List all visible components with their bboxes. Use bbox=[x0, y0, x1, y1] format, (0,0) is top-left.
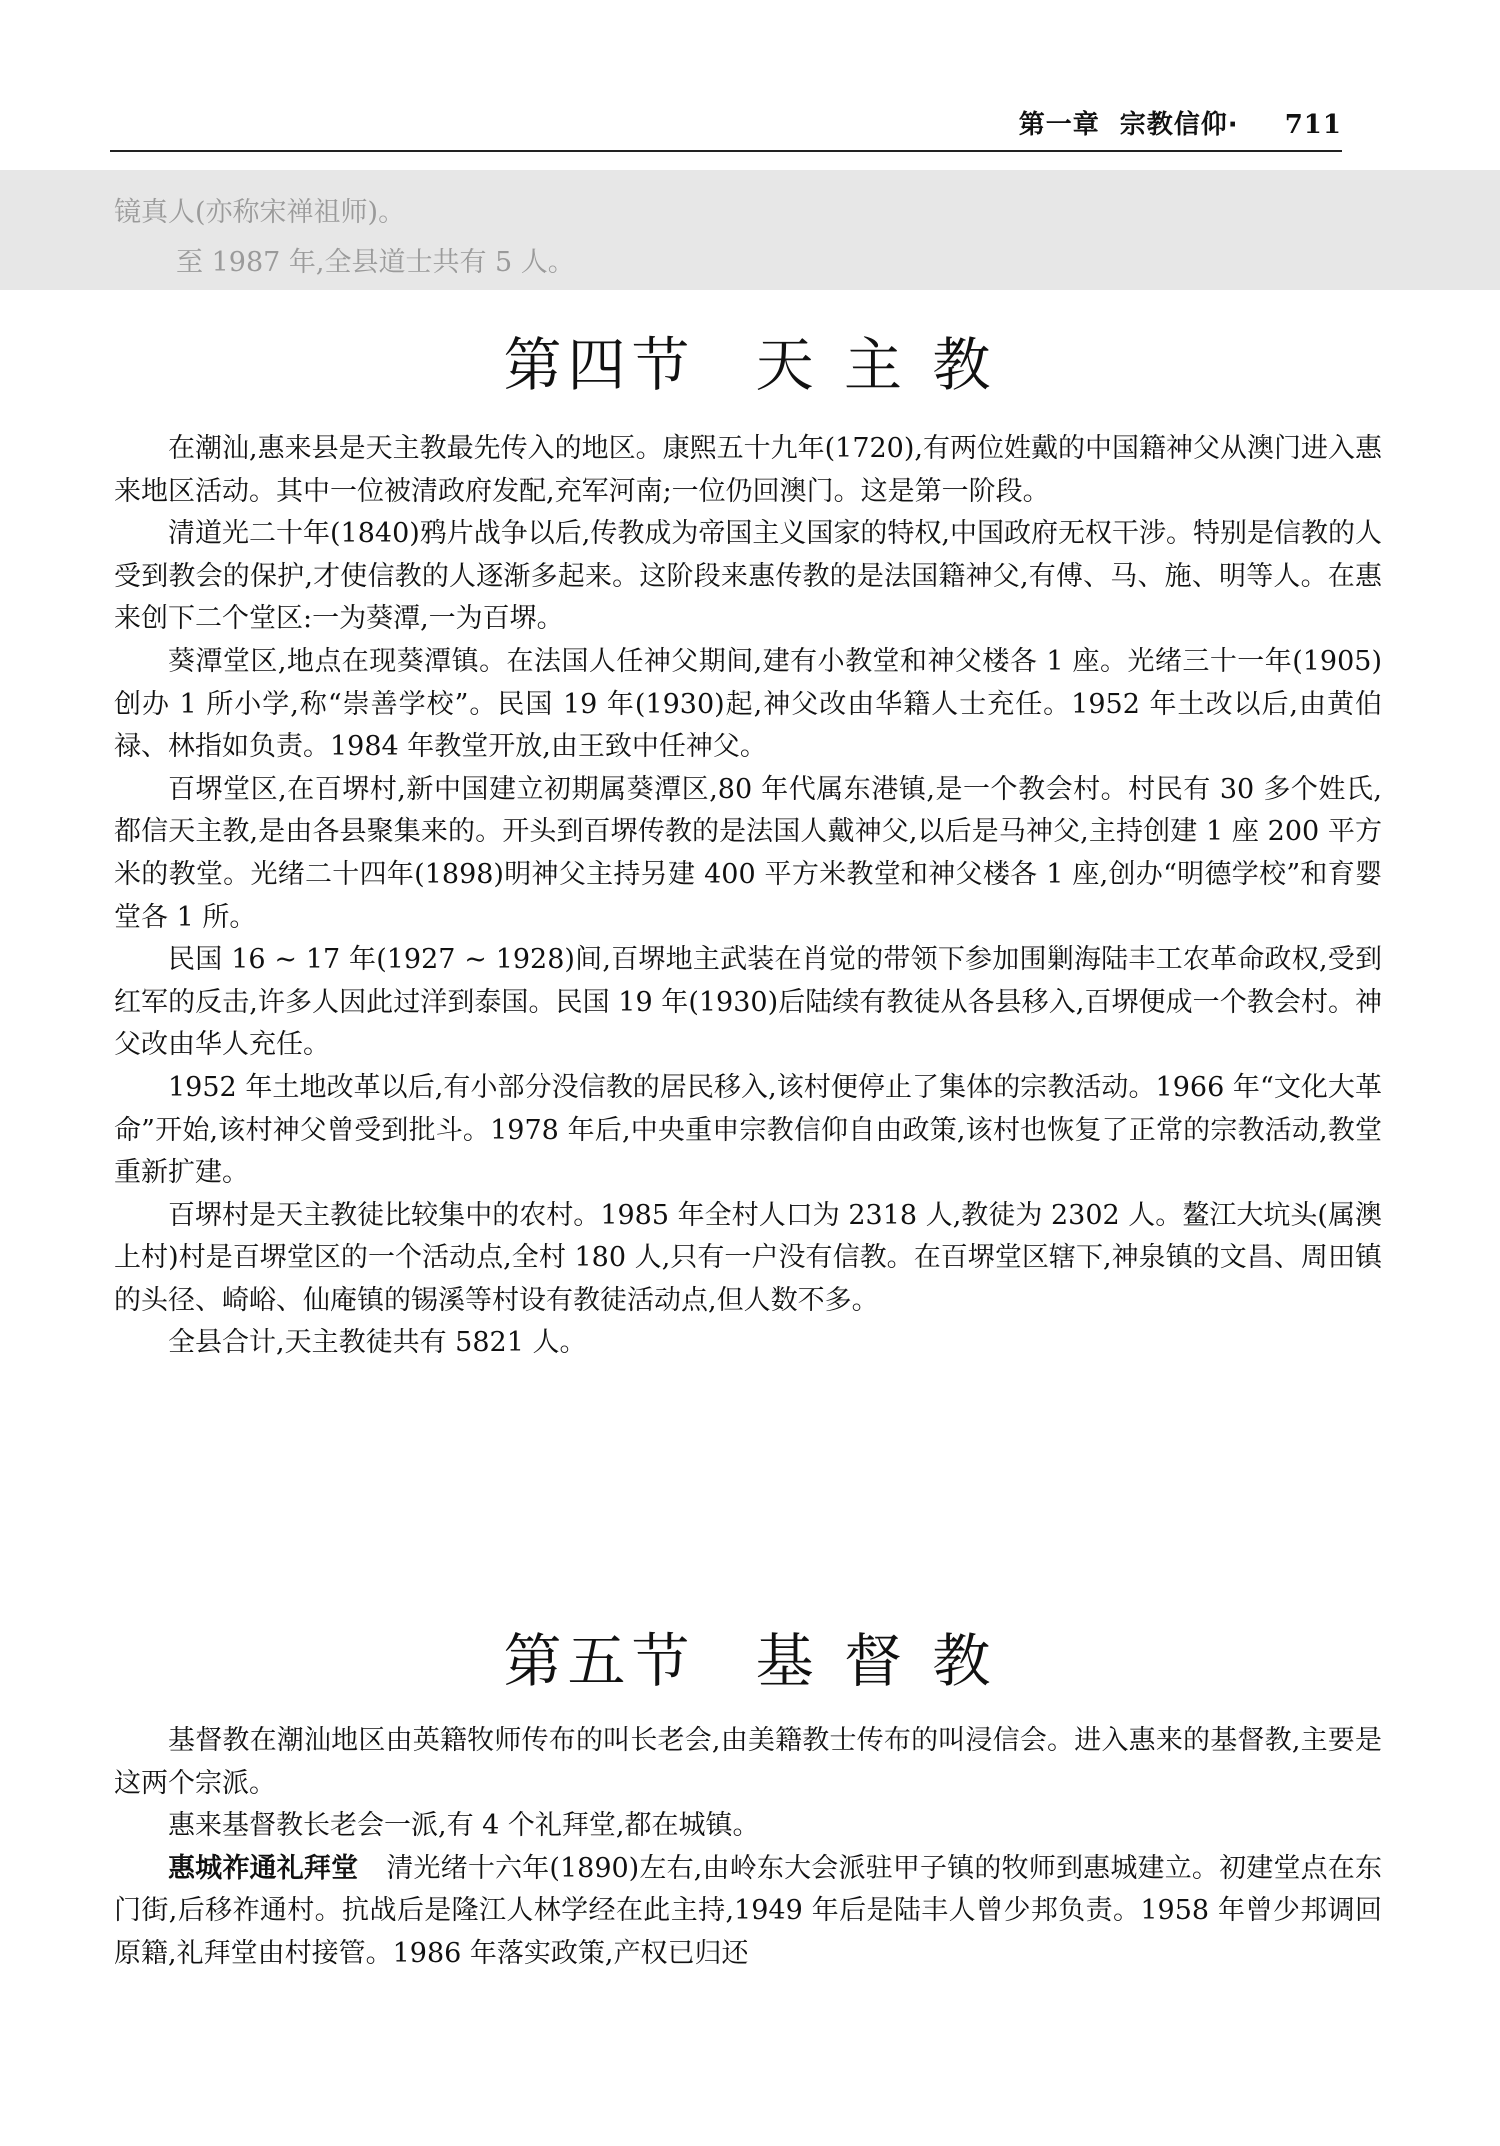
paragraph: 百堺村是天主教徒比较集中的农村。1985 年全村人口为 2318 人,教徒为 2302 人。鳌江大坑头(属澳上村)村是百堺堂区的一个活动点,全村 180 人,只有一户没有信教。在百堺堂区辖下,神泉镇的文昌、周田镇的头径、崎峪、仙庵镇的锡溪等村设有教徒活动点,但人数不多。 bbox=[114, 1199, 1382, 1316]
section-body-christianity bbox=[114, 1720, 1382, 1976]
previous-text-line: 镜真人(亦称宋禅祖师)。 bbox=[114, 197, 406, 228]
entry-paragraph bbox=[114, 1848, 1382, 1976]
entry-heading: 惠城祚通礼拜堂 bbox=[168, 1852, 359, 1884]
entry-text: 清光绪十六年(1890)左右,由岭东大会派驻甲子镇的牧师到惠城建立。初建堂点在东门街,后移祚通村。抗战后是隆江人林学经在此主持,1949 年后是陆丰人曾少邦负责。1958 年曾少邦调回原籍,礼拜堂由村接管。1986 年落实政策,产权已归还 bbox=[114, 1852, 1382, 1969]
paragraph: 民国 16 ~ 17 年(1927 ~ 1928)间,百堺地主武装在肖觉的带领下参加围剿海陆丰工农革命政权,受到红军的反击,许多人因此过洋到泰国。民国 19 年(1930)后陆续有教徒从各县移入,百堺便成一个教会村。神父改由华人充任。 bbox=[114, 944, 1382, 1061]
paragraph: 全县合计,天主教徒共有 5821 人。 bbox=[168, 1327, 587, 1359]
section-title: 天 主 教 bbox=[755, 331, 997, 399]
running-header bbox=[110, 104, 1342, 152]
paragraph: 清道光二十年(1840)鸦片战争以后,传教成为帝国主义国家的特权,中国政府无权干涉。特别是信教的人受到教会的保护,才使信教的人逐渐多起来。这阶段来惠传教的是法国籍神父,有傅、马、施、明等人。在惠来创下二个堂区:一为葵潭,一为百堺。 bbox=[114, 518, 1382, 635]
section-title: 基 督 教 bbox=[755, 1627, 997, 1695]
chapter-title: 宗教信仰· bbox=[1119, 110, 1239, 140]
section-heading-christianity bbox=[0, 1614, 1500, 1698]
paragraph: 惠来基督教长老会一派,有 4 个礼拜堂,都在城镇。 bbox=[168, 1810, 760, 1842]
paragraph: 在潮汕,惠来县是天主教最先传入的地区。康熙五十九年(1720),有两位姓戴的中国籍神父从澳门进入惠来地区活动。其中一位被清政府发配,充军河南;一位仍回澳门。这是第一阶段。 bbox=[114, 433, 1382, 507]
running-header-text bbox=[1019, 104, 1342, 141]
section-body-catholicism bbox=[114, 428, 1382, 1365]
paragraph: 基督教在潮汕地区由英籍牧师传布的叫长老会,由美籍教士传布的叫浸信会。进入惠来的基督教,主要是这两个宗派。 bbox=[114, 1725, 1382, 1799]
section-number: 第四节 bbox=[503, 331, 696, 399]
chapter-label: 第一章 bbox=[1018, 110, 1100, 140]
paragraph: 葵潭堂区,地点在现葵潭镇。在法国人任神父期间,建有小教堂和神父楼各 1 座。光绪三十一年(1905)创办 1 所小学,称“崇善学校”。民国 19 年(1930)起,神父改由华籍人士充任。1952 年土改以后,由黄伯禄、林指如负责。1984 年教堂开放,由王致中任神父。 bbox=[114, 645, 1382, 763]
page-number: 711 bbox=[1284, 110, 1342, 140]
previous-text-line: 至 1987 年,全县道士共有 5 人。 bbox=[176, 247, 575, 278]
paragraph: 1952 年土地改革以后,有小部分没信教的居民移入,该村便停止了集体的宗教活动。1966 年“文化大革命”开始,该村神父曾受到批斗。1978 年后,中央重申宗教信仰自由政策,该村也恢复了正常的宗教活动,教堂重新扩建。 bbox=[114, 1071, 1382, 1189]
section-heading-catholicism bbox=[0, 318, 1500, 402]
section-number: 第五节 bbox=[503, 1627, 696, 1695]
paragraph: 百堺堂区,在百堺村,新中国建立初期属葵潭区,80 年代属东港镇,是一个教会村。村民有 30 多个姓氏,都信天主教,是由各县聚集来的。开头到百堺传教的是法国人戴神父,以后是马神父,主持创建 1 座 200 平方米的教堂。光绪二十四年(1898)明神父主持另建 400 平方米教堂和神父楼各 1 座,创办“明德学校”和育婴堂各 1 所。 bbox=[114, 773, 1382, 933]
previous-section-tail bbox=[0, 170, 1500, 290]
